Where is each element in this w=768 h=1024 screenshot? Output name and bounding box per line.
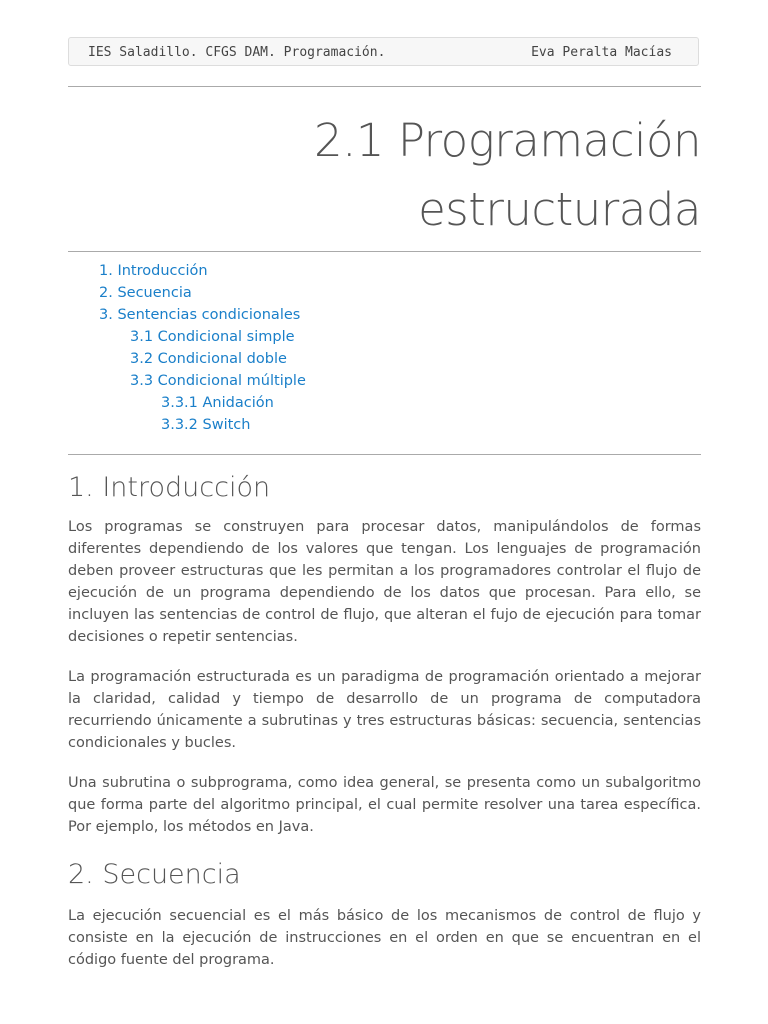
toc-item — [68, 326, 306, 348]
page-title-line1: 2.1 Programación — [313, 114, 701, 167]
toc-item — [68, 260, 306, 282]
divider-toc — [68, 454, 701, 455]
toc-link-condicional-simple[interactable]: 3.1 Condicional simple — [130, 329, 295, 345]
page-title-line2: estructurada — [418, 183, 701, 236]
toc-item — [68, 414, 306, 436]
toc-link-introduccion[interactable]: 1. Introducción — [99, 263, 208, 279]
paragraph: Una subrutina o subprograma, como idea general, se presenta como un subalgoritmo que forma parte del algoritmo principal, el cual permite resolver una tarea específica. Por ejemplo, los métodos en Java. — [68, 775, 701, 835]
toc-link-switch[interactable]: 3.3.2 Switch — [161, 417, 251, 433]
page-title — [68, 106, 701, 244]
toc-item — [68, 282, 306, 304]
paragraph: Los programas se construyen para procesar datos, manipulándolos de formas diferentes dependiendo de los valores que tengan. Los lenguajes de programación deben proveer estructuras que les permitan a los programadores controlar el flujo de ejecución de un programa dependiendo de los datos que procesan. Para ello, se incluyen las sentencias de control de flujo, que alteran el fujo de ejecución para tomar decisiones o repetir sentencias. — [68, 519, 701, 645]
toc-link-secuencia[interactable]: 2. Secuencia — [99, 285, 192, 301]
toc-item — [68, 392, 306, 414]
page-header — [68, 37, 699, 66]
toc-link-condicional-multiple[interactable]: 3.3 Condicional múltiple — [130, 373, 306, 389]
toc-item — [68, 370, 306, 392]
paragraph: La programación estructurada es un paradigma de programación orientado a mejorar la claridad, calidad y tiempo de desarrollo de un programa de computadora recurriendo únicamente a subrutinas y tres estructuras básicas: secuencia, sentencias condicionales y bucles. — [68, 669, 701, 751]
section-heading-secuencia: 2. Secuencia — [68, 859, 241, 890]
toc-link-condicional-doble[interactable]: 3.2 Condicional doble — [130, 351, 287, 367]
toc-item — [68, 348, 306, 370]
toc-link-anidacion[interactable]: 3.3.1 Anidación — [161, 395, 274, 411]
divider-top — [68, 86, 701, 87]
table-of-contents — [68, 260, 306, 436]
divider-title — [68, 251, 701, 252]
paragraph: La ejecución secuencial es el más básico de los mecanismos de control de flujo y consiste en la ejecución de instrucciones en el orden en que se encuentran en el código fuente del programa. — [68, 908, 701, 968]
section-heading-introduccion: 1. Introducción — [68, 472, 271, 503]
header-course: IES Saladillo. CFGS DAM. Programación. — [88, 45, 386, 60]
header-author: Eva Peralta Macías — [531, 45, 672, 60]
toc-item — [68, 304, 306, 326]
toc-link-sentencias-condicionales[interactable]: 3. Sentencias condicionales — [99, 307, 301, 323]
